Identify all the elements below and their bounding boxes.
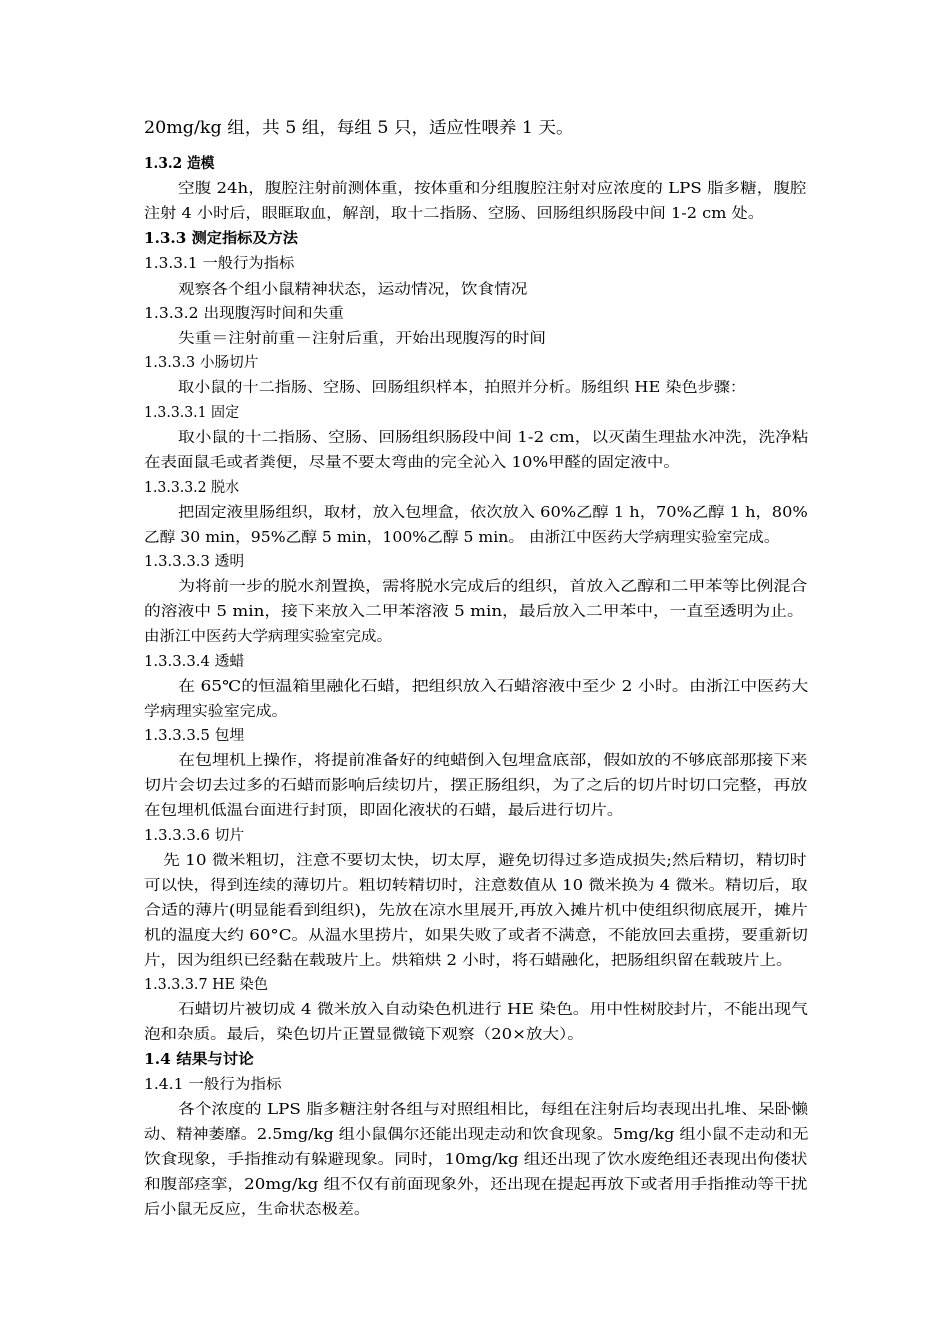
section-heading: 1.3.2 造模 <box>144 155 215 172</box>
paragraph-line: 片，因为组织已经黏在载玻片上。烘箱烘 2 小时，将石蜡融化，把肠组织留在载玻片上。 <box>144 953 793 969</box>
paragraph-line: 动、精神萎靡。2.5mg/kg 组小鼠偶尔还能出现走动和饮食现象。5mg/kg 组小鼠不走动和无 <box>144 1127 809 1143</box>
subsection-heading: 1.3.3.3.3 透明 <box>144 554 245 570</box>
paragraph-line: 机的温度大约 60°C。从温水里捞片，如果失败了或者不满意，不能放回去重捞，要重新切 <box>144 928 808 944</box>
subsection-heading: 1.4.1 一般行为指标 <box>144 1077 282 1093</box>
paragraph-line: 空腹 24h，腹腔注射前测体重，按体重和分组腹腔注射对应浓度的 LPS 脂多糖，腹腔 <box>178 181 807 197</box>
paragraph-line: 石蜡切片被切成 4 微米放入自动染色机进行 HE 染色。用中性树胶封片，不能出现气 <box>178 1002 808 1018</box>
subsection-heading: 1.3.3.3.4 透蜡 <box>144 654 245 670</box>
section-heading: 1.3.3 测定指标及方法 <box>144 230 298 247</box>
paragraph-line: 失重＝注射前重－注射后重，开始出现腹泻的时间 <box>178 331 546 347</box>
paragraph-line: 在包埋机低温台面进行封顶，即固化液状的石蜡，最后进行切片。 <box>144 803 624 819</box>
paragraph-line: 学病理实验室完成。 <box>144 704 288 720</box>
paragraph-line: 饮食现象，手指推动有躲避现象。同时，10mg/kg 组还出现了饮水废绝组还表现出佝偻状 <box>144 1152 808 1168</box>
paragraph-line: 各个浓度的 LPS 脂多糖注射各组与对照组相比，每组在注射后均表现出扎堆、呆卧懒 <box>178 1102 809 1118</box>
subsection-heading: 1.3.3.1 一般行为指标 <box>144 256 295 272</box>
paragraph-line: 先 10 微米粗切，注意不要切太快，切太厚，避免切得过多造成损失;然后精切，精切时 <box>163 853 807 869</box>
subsection-heading: 1.3.3.3.7 HE 染色 <box>144 977 269 993</box>
subsection-heading: 1.3.3.3.6 切片 <box>144 828 245 844</box>
subsection-heading: 1.3.3.3.1 固定 <box>144 405 240 421</box>
paragraph-line: 和腹部痉挛，20mg/kg 组不仅有前面现象外，还出现在提起再放下或者用手指推动等干扰 <box>144 1177 808 1193</box>
paragraph-line: 取小鼠的十二指肠、空肠、回肠组织样本，拍照并分析。肠组织 HE 染色步骤： <box>178 380 746 396</box>
subsection-heading: 1.3.3.3 小肠切片 <box>144 355 259 371</box>
paragraph-line: 由浙江中医药大学病理实验室完成。 <box>144 629 392 645</box>
paragraph-line: 乙醇 30 min，95%乙醇 5 min，100%乙醇 5 min。 由浙江中医药大学病理实验室完成。 <box>144 530 780 546</box>
paragraph-line: 可以快，得到连续的薄切片。粗切转精切时，注意数值从 10 微米换为 4 微米。精切后，取 <box>144 878 808 894</box>
paragraph-line: 后小鼠无反应，生命状态极差。 <box>144 1202 370 1218</box>
paragraph-line: 切片会切去过多的石蜡而影响后续切片，摆正肠组织，为了之后的切片时切口完整，再放 <box>144 778 808 794</box>
subsection-heading: 1.3.3.3.5 包埋 <box>144 728 245 744</box>
paragraph-line: 泡和杂质。最后，染色切片正置显微镜下观察（20×放大）。 <box>144 1027 584 1043</box>
paragraph-line: 注射 4 小时后，眼眶取血，解剖，取十二指肠、空肠、回肠组织肠段中间 1-2 cm 处。 <box>144 206 764 222</box>
paragraph-line: 在 65℃的恒温箱里融化石蜡，把组织放入石蜡溶液中至少 2 小时。由浙江中医药大 <box>178 679 809 695</box>
paragraph-line: 20mg/kg 组，共 5 组，每组 5 只，适应性喂养 1 天。 <box>144 118 574 137</box>
section-heading: 1.4 结果与讨论 <box>144 1051 254 1068</box>
paragraph-line: 取小鼠的十二指肠、空肠、回肠组织肠段中间 1-2 cm，以灭菌生理盐水冲洗，洗净粘 <box>178 430 809 446</box>
paragraph-line: 的溶液中 5 min，接下来放入二甲苯溶液 5 min，最后放入二甲苯中，一直至透明为止。 <box>144 604 804 620</box>
paragraph-line: 观察各个组小鼠精神状态，运动情况，饮食情况 <box>178 282 528 298</box>
paragraph-line: 在包埋机上操作，将提前准备好的纯蜡倒入包埋盒底部，假如放的不够底部那接下来 <box>178 753 808 769</box>
paragraph-line: 合适的薄片(明显能看到组织)，先放在凉水里展开,再放入摊片机中使组织彻底展开，摊片 <box>144 903 808 919</box>
paragraph-line: 在表面鼠毛或者粪便，尽量不要太弯曲的完全沁入 10%甲醛的固定液中。 <box>144 455 680 471</box>
subsection-heading: 1.3.3.2 出现腹泻时间和失重 <box>144 306 344 322</box>
subsection-heading: 1.3.3.3.2 脱水 <box>144 480 240 496</box>
paragraph-line: 把固定液里肠组织，取材，放入包埋盒，依次放入 60%乙醇 1 h，70%乙醇 1 h，80% <box>178 505 808 521</box>
paragraph-line: 为将前一步的脱水剂置换，需将脱水完成后的组织，首放入乙醇和二甲苯等比例混合 <box>178 579 808 595</box>
